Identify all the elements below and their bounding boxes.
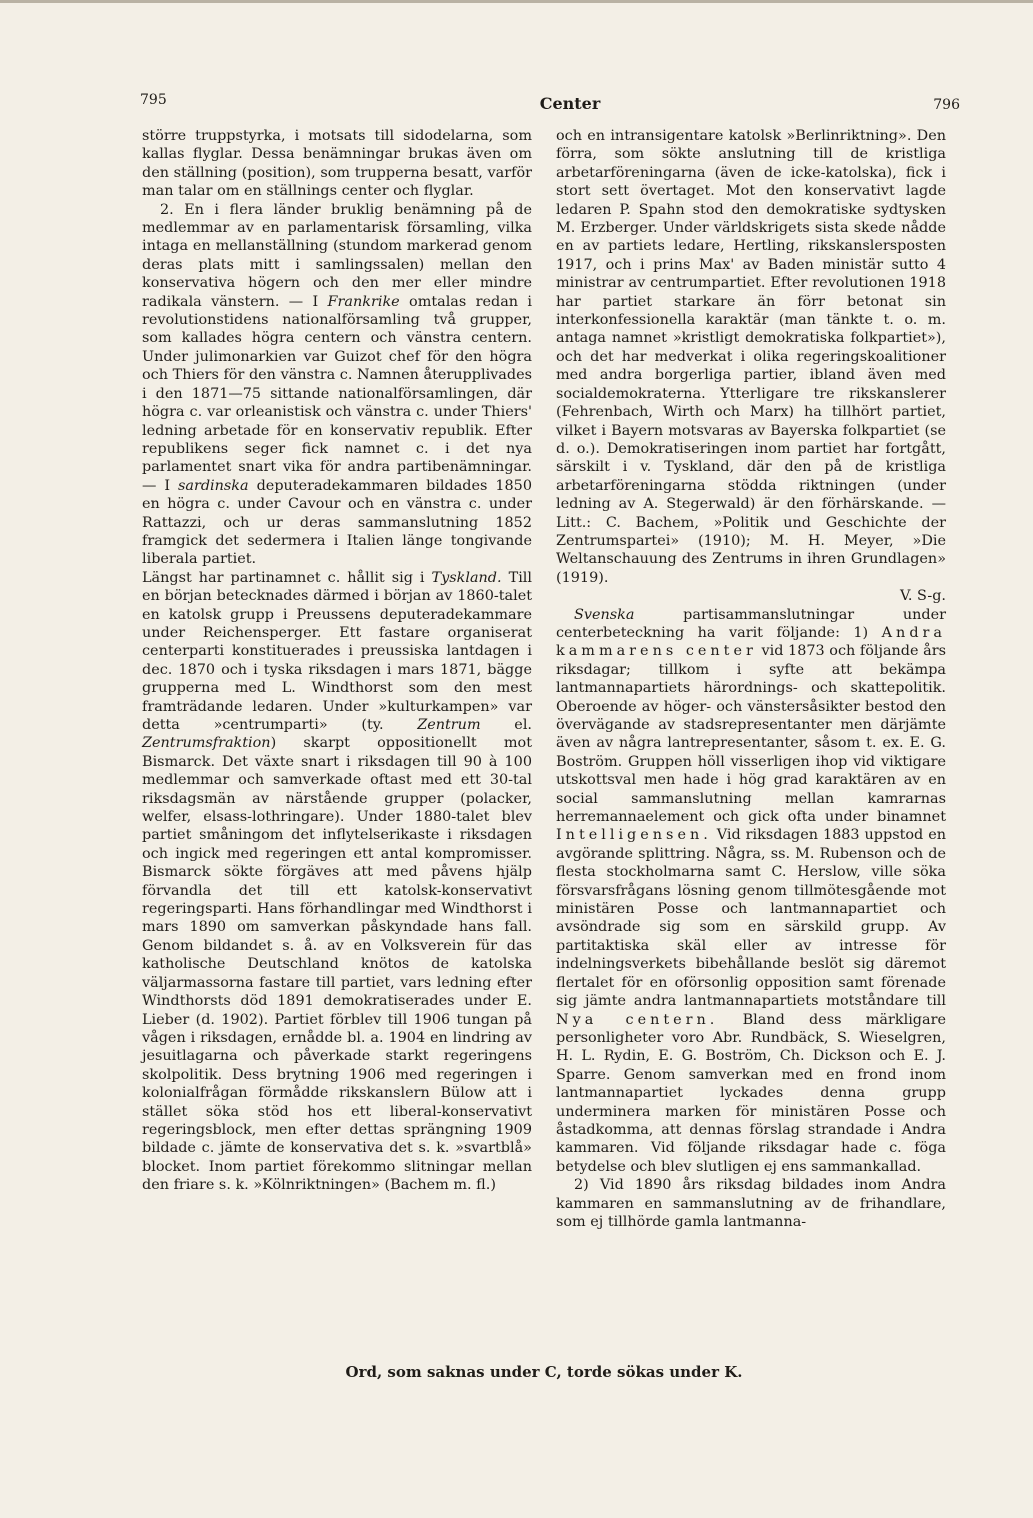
text-run: partisammanslutningar under centerbeteckning ha varit följande: 1) <box>556 606 946 641</box>
author-signature: V. S-g. <box>899 588 946 605</box>
text-run: el. <box>480 717 532 733</box>
text-run: Till en början betecknades därmed i början av 1860-talet en katolsk grupp i Preussens deputeradekammare under Reichensperger. Ett fastare organiserat centerparti konstituerades i preussiska lantdagen i dec. 1870 och i tyska riksdagen i mars 1871, bägge grupperna med L. Windthorst som den mest framträdande ledaren. Under »kulturkampen» var detta »centrumparti» (ty. <box>142 569 532 733</box>
italic-term: sardinska <box>178 477 249 494</box>
page-number-left: 795 <box>140 92 167 108</box>
right-paragraph-3: 2) Vid 1890 års riksdag bildades inom Andra kammaren en sammanslutning av de frihandlare, som ej tillhörde gamla lantmanna- <box>556 1177 946 1230</box>
running-head: Center <box>539 94 601 113</box>
italic-term: Frankrike <box>327 293 400 310</box>
text-run: vid 1873 och följande års riksdagar; tillkom i syfte att bekämpa lantmannapartiets härordnings- och skattepolitik. Oberoende av höger- och vänstersåsikter bestod den övervägande av stadsrepresentanter men därjämte även av några lantrepresentanter, såsom t. ex. E. G. Boström. Gruppen höll visserligen ihop vid viktigare utskottsval men hade i hög grad karaktären av en social sammanslutning mellan kamrarnas herremannaelement och gick ofta under binamnet <box>556 643 947 826</box>
text-run: deputeradekammaren bildades 1850 en högra c. under Cavour och en vänstra c. under Rattazzi, och ur deras sammanslutning 1852 framgick det sedermera i Italien länge tongivande liberala partiet. <box>142 477 532 568</box>
scan-edge-line <box>0 0 1033 3</box>
italic-term: Tyskland. <box>431 569 502 586</box>
italic-term: Svenska <box>574 606 635 623</box>
italic-term: Zentrumsfraktion <box>142 735 271 752</box>
spaced-term: Andra kammarens center <box>556 624 946 660</box>
text-run: omtalas redan i revolutionstidens nationalförsamling två grupper, som kallades högra centern och vänstra centern. Under julimonarkien var Guizot chef för den högra och Thiers för den vänstra c. Namnen återupplivades i den 1871—75 sittande nationalförsamlingen, där högra c. var orleanistisk och vänstra c. under Thiers' ledning arbetade för en konservativ republik. Efter republikens seger fick namnet c. i det nya parlamentet snart vika för andra partibenämningar. — I <box>142 293 532 494</box>
text-run: Längst har partinamnet c. hållit sig i <box>142 569 432 586</box>
right-paragraph-1: och en intransigentare katolsk »Berlinriktning». Den förra, som sökte anslutning till de kristliga arbetarföreningarna (även de icke-katolska), fick i stort sett övertaget. Mot den konservativt lagde ledaren P. Spahn stod den demokratiske sydtysken M. Erzberger. Under världskrigets sista skede nådde en av partiets ledare, Hertling, rikskanslersposten 1917, och i prins Max' av Baden ministär sutto 4 ministrar av centrumpartiet. Efter revolutionen 1918 har partiet starkare än förr betonat sin interkonfessionella karaktär (man tänkte t. o. m. antaga namnet »kristligt demokratiska folkpartiet»), och det har medverkat i olika regeringskoalitioner med andra borgerliga partier, ibland även med socialdemokraterna. Ytterligare tre rikskanslerer (Fehrenbach, Wirth och Marx) ha tillhört partiet, vilket i Bayern motsvaras av Bayerska folkpartiet (se d. o.). Demokratiseringen inom partiet har fortgått, särskilt i v. Tyskland, där den på de kristliga arbetarföreningarna stödda riktningen (under ledning av A. Stegerwald) är den förhärskande. — Litt.: C. Bachem, »Politik und Geschichte der Zentrumspartei» (1910); M. H. Meyer, »Die Weltanschauung des Zentrums in ihren Grundlagen» (1919). <box>556 128 946 586</box>
right-paragraph-2 <box>556 606 946 1177</box>
text-run: 2. En i flera länder bruklig benämning på de medlemmar av en parlamentarisk församling, vilka intaga en mellanställning (stundom markerad genom deras plats mitt i samlingssalen) mellan den konservativa högern och den mer eller mindre radikala vänstern. — I <box>142 201 532 310</box>
left-paragraph-3 <box>142 569 532 1195</box>
text-run: ) skarpt oppositionellt mot Bismarck. Det växte snart i riksdagen till 90 à 100 medlemmar och samverkade oftast med ett 30-tal riksdagsmän av närstående grupper (polacker, welfer, elsass-lothringare). Under 1880-talet blev partiet småningom det inflytelserikaste i riksdagen och ingick med regeringen ett antal kompromisser. Bismarck sökte förgäves att med påvens hjälp förvandla det till ett katolsk-konservativt regeringsparti. Hans förhandlingar med Windthorst i mars 1890 om samverkan påskyndade hans fall. Genom bildandet s. å. av en Volksverein für das katholische Deutschland knötos de katolska väljarmassorna fastare till partiet, vars ledning efter Windthorsts död 1891 demokratiserades under E. Lieber (d. 1902). Partiet förblev till 1906 tungan på vågen i riksdagen, ernådde bl. a. 1904 en lindring av jesuitlagarna och påverkade starkt regeringens skolpolitik. Dess brytning 1906 med regeringen i kolonialfrågan förmådde rikskanslern Bülow att i stället söka stöd hos ett liberal-konservativt regeringsblock, men efter dettas sprängning 1909 bildade c. jämte de konservativa det s. k. »svartblå» blocket. Inom partiet förekommo slitningar mellan den friare s. k. »Kölnriktningen» (Bachem m. fl.) <box>142 735 532 1194</box>
page-header <box>140 92 960 116</box>
page-number-right: 796 <box>933 97 960 113</box>
italic-term: Zentrum <box>417 717 481 733</box>
spaced-term: Intelligensen. <box>556 827 712 844</box>
left-paragraph-1: större truppstyrka, i motsats till sidodelarna, som kallas flyglar. Dessa benämningar brukas även om den ställning (position), som trupperna besatt, varför man talar om en ställnings center och flyglar. <box>142 128 532 200</box>
left-column <box>142 127 532 1195</box>
text-run: Vid riksdagen 1883 uppstod en avgörande splittring. Några, ss. M. Rubenson och de flesta stockholmarna samt C. Herslow, ville söka försvarsfrågans lösning genom tillmötesgående mot ministären Posse och lantmannapartiet och avsöndrade sig som en särskild grupp. Av partitaktiska skäl eller av intresse för indelningsverkets bibehållande beslöt sig däremot flertalet för en oförsonlig opposition samt förenade sig jämte andra lantmannapartiets motståndare till <box>556 827 946 1010</box>
text-run: Bland dess märkligare personligheter voro Abr. Rundbäck, S. Wieselgren, H. L. Rydin, E. G. Boström, Ch. Dickson och E. J. Sparre. Genom samverkan med en frond inom lantmannapartiet lyckades denna grupp underminera marken för ministären Posse och åstadkomma, att dennas förslag strandade i Andra kammaren. Vid följande riksdagar hade c. föga betydelse och blev slutligen ej ens sammankallad. <box>556 1011 946 1175</box>
spaced-term: Nya centern. <box>556 1011 719 1028</box>
footer-note: Ord, som saknas under C, torde sökas under K. <box>345 1363 743 1381</box>
left-paragraph-2 <box>142 201 532 569</box>
right-column <box>556 127 946 1231</box>
